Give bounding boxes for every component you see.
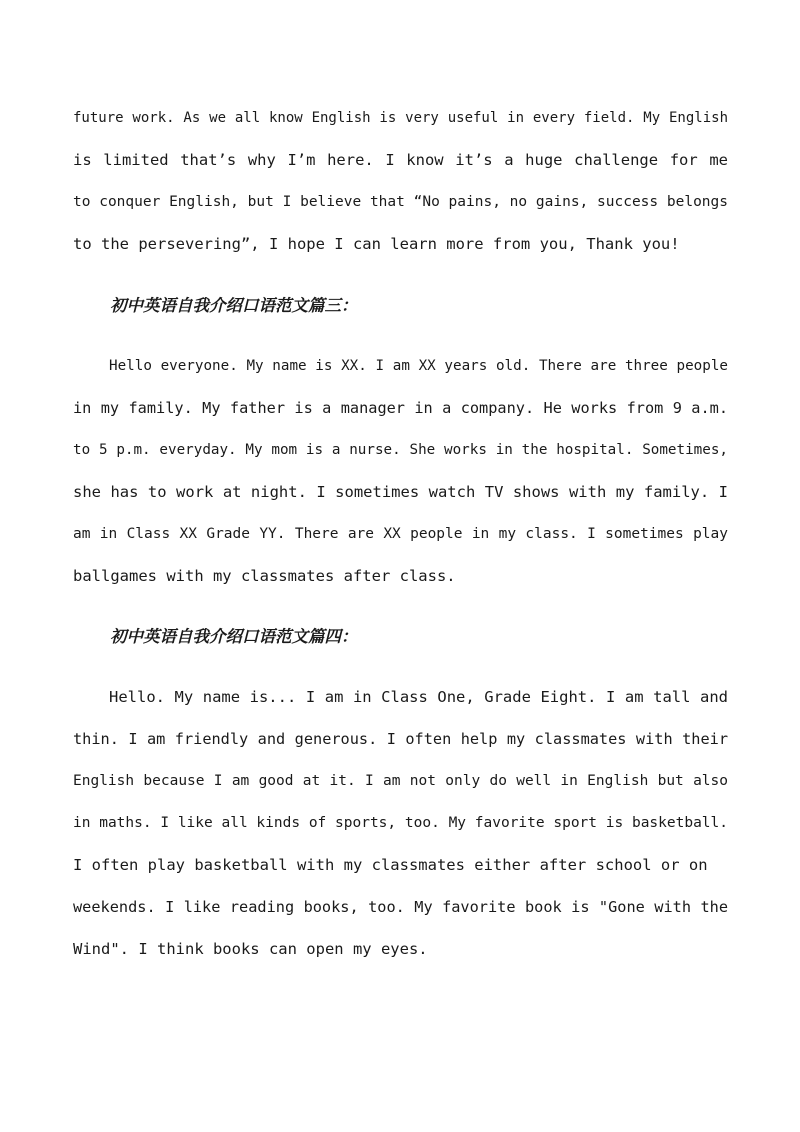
section-heading-four: 初中英语自我介绍口语范文篇四：: [110, 627, 358, 646]
text-line: thin. I am friendly and generous. I often help my classmates with their: [73, 730, 728, 748]
text-line: Wind". I think books can open my eyes.: [73, 940, 428, 958]
text-line: to 5 p.m. everyday. My mom is a nurse. She works in the hospital. Sometimes,: [73, 442, 728, 458]
text-line: to the persevering”, I hope I can learn more from you, Thank you!: [73, 235, 680, 253]
text-line: in maths. I like all kinds of sports, too. My favorite sport is basketball.: [73, 815, 728, 831]
text-line: to conquer English, but I believe that “No pains, no gains, success belongs: [73, 194, 728, 210]
text-line: am in Class XX Grade YY. There are XX people in my class. I sometimes play: [73, 526, 728, 542]
text-line: ballgames with my classmates after class.: [73, 567, 456, 585]
text-line: English because I am good at it. I am not only do well in English but also: [73, 773, 728, 789]
text-line: she has to work at night. I sometimes watch TV shows with my family. I: [73, 483, 728, 501]
text-line: future work. As we all know English is very useful in every field. My English: [73, 110, 728, 126]
text-line: Hello. My name is... I am in Class One, Grade Eight. I am tall and: [109, 688, 728, 706]
text-line: Hello everyone. My name is XX. I am XX years old. There are three people: [109, 358, 728, 374]
text-line: is limited that’s why I’m here. I know it’s a huge challenge for me: [73, 151, 728, 169]
text-line: I often play basketball with my classmates either after school or on: [73, 856, 708, 874]
text-line: weekends. I like reading books, too. My favorite book is "Gone with the: [73, 898, 728, 916]
text-line: in my family. My father is a manager in a company. He works from 9 a.m.: [73, 399, 728, 417]
section-heading-three: 初中英语自我介绍口语范文篇三：: [110, 296, 358, 315]
